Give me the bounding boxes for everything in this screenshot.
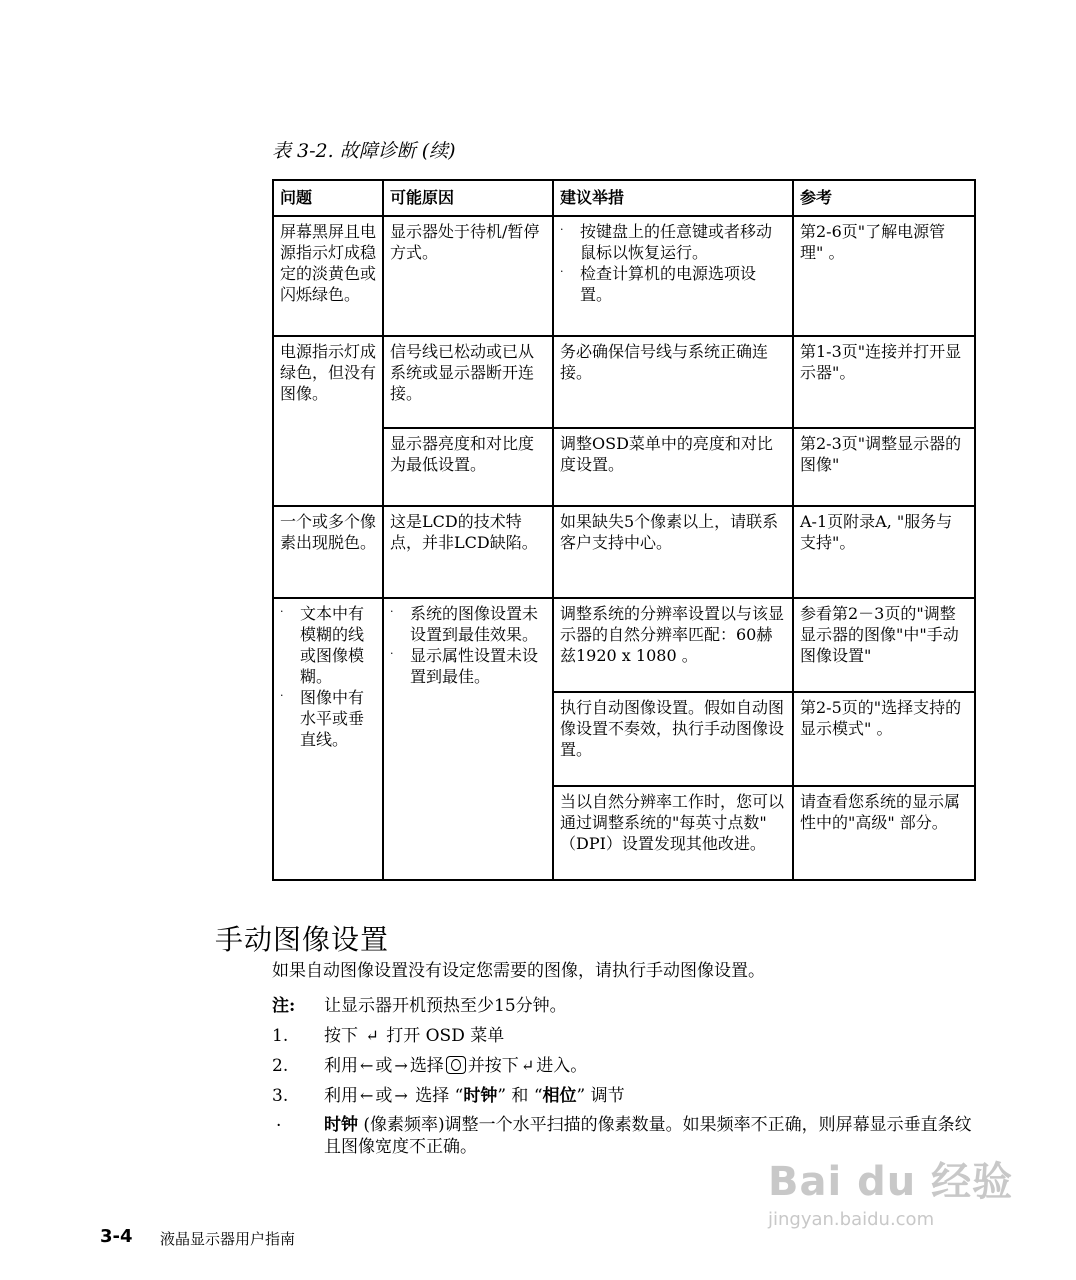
step-number: 3. (272, 1086, 289, 1106)
step-number: 2. (272, 1056, 289, 1076)
problem-cell: 一个或多个像素出现脱色。 (273, 506, 383, 598)
table-row (273, 598, 975, 692)
reference-cell: 第2-3页"调整显示器的图像" (793, 428, 975, 506)
step-text: 进入。 (536, 1056, 588, 1076)
enter-icon: ↵ (365, 1026, 379, 1045)
table-caption: 表 3-2. 故障诊断 (续) (272, 140, 456, 162)
step-text: ” 调节 (576, 1086, 625, 1106)
right-arrow-icon: → (394, 1056, 408, 1075)
section-heading: 手动图像设置 (215, 923, 390, 956)
action-cell: 务必确保信号线与系统正确连接。 (553, 336, 793, 428)
phase-term: 相位 (542, 1086, 577, 1106)
list-item: · 系统的图像设置未设置到最佳效果。 (390, 603, 546, 645)
step-text: 按下 (324, 1026, 358, 1046)
footer-title: 液晶显示器用户指南 (160, 1230, 296, 1248)
cause-cell: 这是LCD的技术特点，并非LCD缺陷。 (383, 506, 553, 598)
step-text: 选择 “ (415, 1086, 464, 1106)
action-cell: 调整系统的分辨率设置以与该显示器的自然分辨率匹配：60赫兹1920 x 1080 。 (553, 598, 793, 692)
note-label-text: 注: (272, 996, 296, 1016)
cause-cell: 显示器亮度和对比度为最低设置。 (383, 428, 553, 506)
list-item: · 按键盘上的任意键或者移动鼠标以恢复运行。 (560, 221, 786, 263)
clock-term: 时钟 (463, 1086, 498, 1106)
step-3 (324, 1085, 625, 1107)
reference-cell: A-1页附录A, "服务与支持"。 (793, 506, 975, 598)
list-item: · 图像中有水平或垂直线。 (280, 687, 376, 750)
list-item: · 文本中有模糊的线或图像模糊。 (280, 603, 376, 687)
reference-cell: 请查看您系统的显示属性中的"高级" 部分。 (793, 786, 975, 880)
reference-cell: 参看第2－3页的"调整显示器的图像"中"手动图像设置" (793, 598, 975, 692)
list-item: · 检查计算机的电源选项设置。 (560, 263, 786, 305)
right-arrow-icon: → (394, 1086, 408, 1105)
left-arrow-icon: ← (360, 1056, 374, 1075)
reference-cell: 第1-3页"连接并打开显示器"。 (793, 336, 975, 428)
note-text: 让显示器开机预热至少15分钟。 (324, 996, 567, 1016)
action-cell: 如果缺失5个像素以上，请联系客户支持中心。 (553, 506, 793, 598)
note-label (272, 995, 295, 1017)
step-text: 或 (375, 1086, 393, 1106)
reference-cell: 第2-6页"了解电源管理" 。 (793, 216, 975, 336)
column-header: 问题 (273, 180, 383, 216)
action-cell (553, 216, 793, 336)
watermark-brand: Bai du 经验 (768, 1159, 1014, 1205)
step-2 (324, 1055, 587, 1077)
problem-cell: 屏幕黑屏且电源指示灯成稳定的淡黄色或闪烁绿色。 (273, 216, 383, 336)
column-header: 建议举措 (553, 180, 793, 216)
step-text: 利用 (324, 1086, 358, 1106)
table-row (273, 506, 975, 598)
list-item: · 显示属性设置未设置到最佳。 (390, 645, 546, 687)
troubleshooting-table (272, 179, 976, 881)
problem-cell (273, 598, 383, 880)
step-text: 打开 OSD 菜单 (386, 1026, 505, 1046)
table-header-row (273, 180, 975, 216)
step-text: 并按下 (467, 1056, 519, 1076)
problem-cell: 电源指示灯成绿色，但没有图像。 (273, 336, 383, 506)
page-number: 3-4 (100, 1226, 133, 1247)
action-cell: 执行自动图像设置。假如自动图像设置不奏效，执行手动图像设置。 (553, 692, 793, 786)
step-text: ” 和 “ (497, 1086, 543, 1106)
image-setup-icon (446, 1056, 466, 1074)
bullet-icon: · (276, 1116, 282, 1136)
enter-icon: ↵ (520, 1056, 535, 1075)
step-1 (324, 1025, 504, 1047)
action-cell: 调整OSD菜单中的亮度和对比度设置。 (553, 428, 793, 506)
cause-cell (383, 598, 553, 880)
clock-text: (像素频率)调整一个水平扫描的像素数量。如果频率不正确，则屏幕显示垂直条纹且图像宽度不正确。 (324, 1115, 972, 1157)
column-header: 可能原因 (383, 180, 553, 216)
table-row (273, 216, 975, 336)
step-text: 选择 (409, 1056, 444, 1076)
cause-cell: 信号线已松动或已从系统或显示器断开连接。 (383, 336, 553, 428)
column-header: 参考 (793, 180, 975, 216)
clock-term: 时钟 (324, 1115, 358, 1135)
reference-cell: 第2-5页的"选择支持的显示模式" 。 (793, 692, 975, 786)
intro-paragraph: 如果自动图像设置没有设定您需要的图像，请执行手动图像设置。 (272, 961, 765, 981)
watermark (768, 1150, 1018, 1250)
step-number: 1. (272, 1026, 289, 1046)
cause-cell: 显示器处于待机/暂停方式。 (383, 216, 553, 336)
action-cell: 当以自然分辨率工作时，您可以通过调整系统的"每英寸点数" （DPI）设置发现其他改进。 (553, 786, 793, 880)
left-arrow-icon: ← (360, 1086, 374, 1105)
table-row (273, 336, 975, 428)
step-text: 或 (375, 1056, 393, 1076)
step-text: 利用 (324, 1056, 358, 1076)
watermark-url: jingyan.baidu.com (768, 1209, 935, 1230)
